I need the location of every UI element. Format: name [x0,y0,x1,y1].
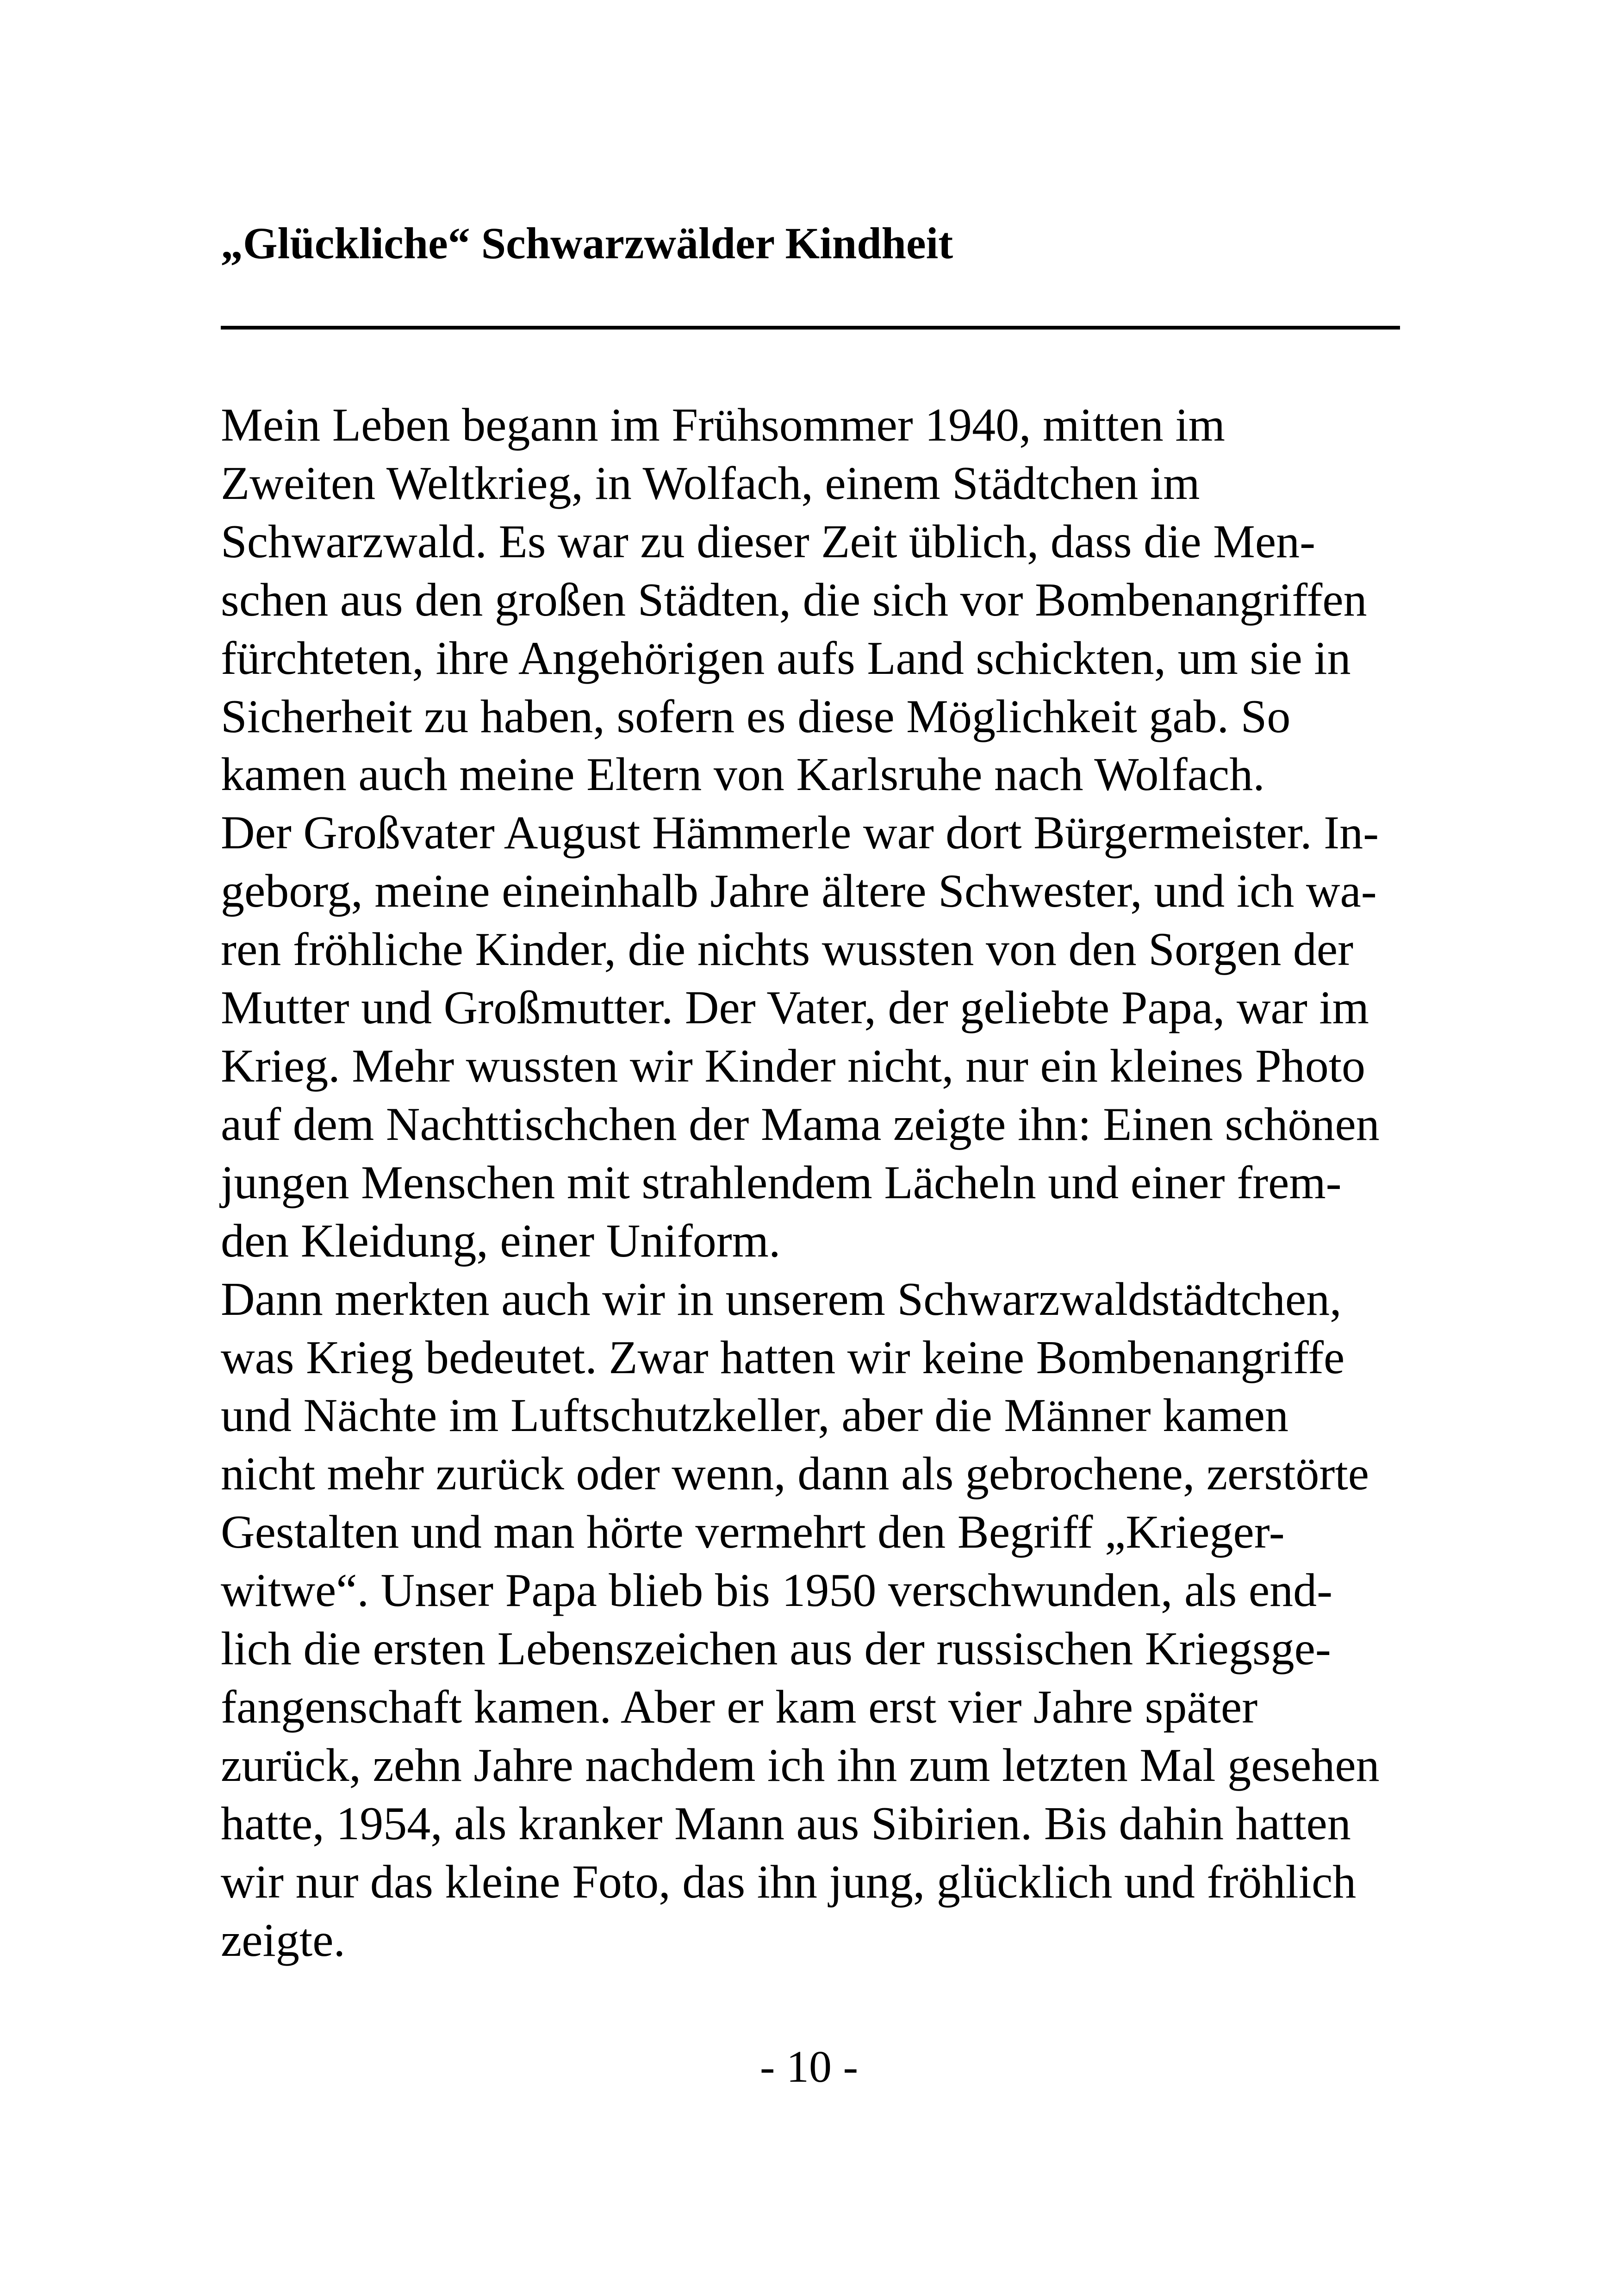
page-number: - 10 - [759,2042,859,2092]
text-line: witwe“. Unser Papa blieb bis 1950 verschwunden, als end- [221,1564,1333,1617]
text-line: jungen Menschen mit strahlendem Lächeln und einer frem- [221,1156,1342,1209]
text-line: schen aus den großen Städten, die sich vor Bombenangriffen [221,573,1367,626]
body-text [221,396,1424,1969]
text-line: nicht mehr zurück oder wenn, dann als gebrochene, zerstörte [221,1448,1369,1500]
text-line: Mutter und Großmutter. Der Vater, der geliebte Papa, war im [221,982,1369,1034]
text-line: auf dem Nachttischchen der Mama zeigte ihn: Einen schönen [221,1098,1380,1151]
text-line: fürchteten, ihre Angehörigen aufs Land schickten, um sie in [221,632,1351,684]
text-line: Mein Leben begann im Frühsommer 1940, mitten im [221,399,1225,451]
text-line: was Krieg bedeutet. Zwar hatten wir keine Bombenangriffe [221,1331,1345,1384]
text-line: Sicherheit zu haben, sofern es diese Möglichkeit gab. So [221,690,1291,743]
text-line: Der Großvater August Hämmerle war dort Bürgermeister. In- [221,807,1379,859]
text-line: lich die ersten Lebenszeichen aus der russischen Kriegsge- [221,1623,1331,1675]
text-line: geborg, meine eineinhalb Jahre ältere Schwester, und ich wa- [221,865,1377,918]
chapter-title: „Glückliche“ Schwarzwälder Kindheit [221,218,953,268]
text-line: den Kleidung, einer Uniform. [221,1214,781,1267]
text-line: und Nächte im Luftschutzkeller, aber die Männer kamen [221,1389,1289,1442]
text-line: hatte, 1954, als kranker Mann aus Sibirien. Bis dahin hatten [221,1797,1351,1850]
text-line: ren fröhliche Kinder, die nichts wussten von den Sorgen der [221,923,1354,976]
title-divider [221,326,1400,330]
text-line: wir nur das kleine Foto, das ihn jung, glücklich und fröhlich [221,1855,1357,1908]
text-line: zurück, zehn Jahre nachdem ich ihn zum letzten Mal gesehen [221,1739,1380,1792]
text-line: Dann merkten auch wir in unserem Schwarzwaldstädtchen, [221,1273,1342,1325]
text-line: fangenschaft kamen. Aber er kam erst vier Jahre später [221,1680,1258,1733]
text-line: Schwarzwald. Es war zu dieser Zeit üblich, dass die Men- [221,515,1316,568]
text-line: Zweiten Weltkrieg, in Wolfach, einem Städtchen im [221,457,1200,510]
text-line: zeigte. [221,1914,345,1966]
text-line: Krieg. Mehr wussten wir Kinder nicht, nur ein kleines Photo [221,1039,1366,1092]
text-line: Gestalten und man hörte vermehrt den Begriff „Krieger- [221,1506,1285,1559]
text-line: kamen auch meine Eltern von Karlsruhe nach Wolfach. [221,748,1265,801]
